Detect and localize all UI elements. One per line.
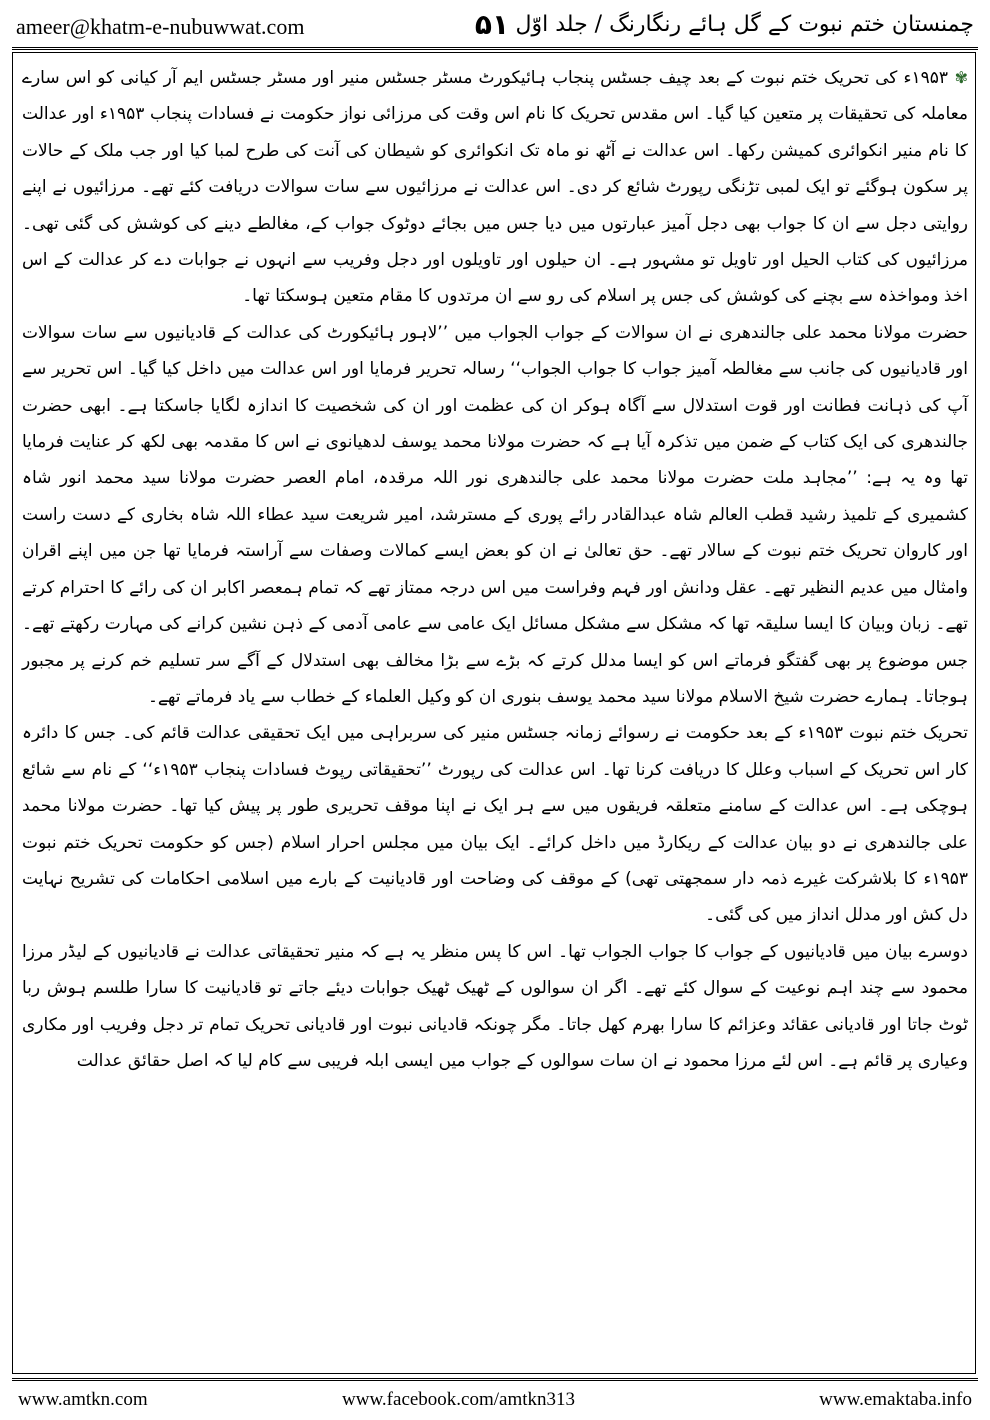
page-footer [12,1378,978,1413]
footer-link-emaktaba[interactable]: www.emaktaba.info [819,1389,972,1410]
header-email: ameer@khatm-e-nubuwwat.com [16,14,305,39]
page-header [12,8,978,44]
page-number: ۵۱ [474,8,510,41]
flower-bullet-icon: ✾ [954,68,968,87]
book-title: چمنستان ختم نبوت کے گل ہائے رنگارنگ / جلد اوّل [515,12,974,37]
paragraph-3: تحریک ختم نبوت ۱۹۵۳ء کے بعد حکومت نے رسوائے زمانہ جسٹس منیر کی سربراہی میں ایک تحقیقی عدالت قائم کی۔ جس کا دائرہ کار اس تحریک کے اسباب وعلل کا دریافت کرنا تھا۔ اس عدالت کی رپورٹ ’’تحقیقاتی رپوٹ فسادات پنجاب ۱۹۵۳ء‘‘ کے نام سے شائع ہوچکی ہے۔ اس عدالت کے سامنے متعلقہ فریقوں میں سے ہر ایک نے اپنا موقف تحریری طور پر پیش کیا تھا۔ حضرت مولانا محمد علی جالندھری نے دو بیان عدالت کے ریکارڈ میں داخل کرائے۔ ایک بیان میں مجلس احرار اسلام (جس کو حکومت تحریک ختم نبوت ۱۹۵۳ء کا بلاشرکت غیرے ذمہ دار سمجھتی تھی) کے موقف کی وضاحت اور قادیانیت کے بارے میں اسلامی احکامات کی تشریح نہایت دل کش اور مدلل انداز میں کی گئی۔ [22,723,968,926]
footer-link-amtkn[interactable]: www.amtkn.com [18,1389,148,1410]
footer-link-facebook[interactable]: www.facebook.com/amtkn313 [342,1389,576,1410]
header-rule [12,47,978,50]
paragraph-1: ✾۱۹۵۳ء کی تحریک ختم نبوت کے بعد چیف جسٹس پنجاب ہائیکورٹ مسٹر جسٹس منیر اور مسٹر جسٹس ایم آر کیانی کو اس سارے معاملہ کی تحقیقات پر متعین کیا گیا۔ اس مقدس تحریک کا نام اس وقت کی مرزائی نواز حکومت نے فسادات پنجاب ۱۹۵۳ء اور عدالت کا نام منیر انکوائری کمیشن رکھا۔ اس عدالت نے آٹھ نو ماہ تک انکوائری کو شیطان کی آنت کی طرح لمبا کیا اور جب ملک کے حالات پر سکون ہوگئے تو ایک لمبی تڑنگی رپورٹ شائع کر دی۔ اس عدالت نے مرزائیوں سے سات سوالات دریافت کئے تھے۔ مرزائیوں نے اپنے روایتی دجل سے ان کا جواب بھی دجل آمیز عبارتوں میں دیا جس میں بجائے دوٹوک جواب کے، مغالطے دینے کی کوشش کی گئی تھی۔ مرزائیوں کی کتاب الحیل اور تاویل تو مشہور ہے۔ ان حیلوں اور تاویلوں اور دجل وفریب سے انہوں نے جوابات دے کر عدالت کے اس اخذ ومواخذہ سے بچنے کی کوشش کی جس پر اسلام کی رو سے ان مرتدوں کا مقام متعین ہوسکتا تھا۔ [22,60,968,315]
page-body [22,60,968,1079]
paragraph-4: دوسرے بیان میں قادیانیوں کے جواب کا جواب الجواب تھا۔ اس کا پس منظر یہ ہے کہ منیر تحقیقاتی عدالت نے قادیانیوں کے لیڈر مرزا محمود سے چند اہم نوعیت کے سوال کئے تھے۔ اگر ان سوالوں کے ٹھیک ٹھیک جوابات دیئے جاتے تو قادیانیت کا سارا طلسم ہوش ربا ٹوٹ جاتا اور قادیانی عقائد وعزائم کا سارا بھرم کھل جاتا۔ مگر چونکہ قادیانی نبوت اور قادیانی تحریک تمام تر دجل وفریب اور مکاری وعیاری پر قائم ہے۔ اس لئے مرزا محمود نے ان سات سوالوں کے جواب میں ایسی ابلہ فریبی سے کام لیا کہ اصل حقائق عدالت [22,941,968,1071]
paragraph-2: حضرت مولانا محمد علی جالندھری نے ان سوالات کے جواب الجواب میں ’’لاہور ہائیکورٹ کی عدالت کے قادیانیوں سے سات سوالات اور قادیانیوں کی جانب سے مغالطہ آمیز جواب کا جواب الجواب‘‘ رسالہ تحریر فرمایا اور اس عدالت میں داخل کیا گیا۔ اس تحریر سے آپ کی ذہانت فطانت اور قوت استدلال سے آگاہ ہوکر ان کی عظمت اور ان کی شخصیت کا اندازہ لگایا جاسکتا ہے۔ ابھی حضرت جالندھری کی ایک کتاب کے ضمن میں تذکرہ آیا ہے کہ حضرت مولانا محمد یوسف لدھیانوی نے اس کا مقدمہ بھی لکھ کر عنایت فرمایا تھا وہ یہ ہے: ’’مجاہد ملت حضرت مولانا محمد علی جالندھری نور اللہ مرقدہ، امام العصر حضرت مولانا سید محمد انور شاہ کشمیری کے تلمیذ رشید قطب العالم شاہ عبدالقادر رائے پوری کے مسترشد، امیر شریعت سید عطاء اللہ شاہ بخاری کے دست راست اور کاروان تحریک ختم نبوت کے سالار تھے۔ حق تعالیٰ نے ان کو بعض ایسے کمالات وصفات سے آراستہ فرمایا تھا جن میں اپنے اقران وامثال میں عدیم النظیر تھے۔ عقل ودانش اور فہم وفراست میں اس درجہ ممتاز تھے کہ تمام ہمعصر اکابر ان کی رائے کا احترام کرتے تھے۔ زبان وبیان کا ایسا سلیقہ تھا کہ مشکل سے مشکل مسائل ایک عامی سے عامی آدمی کے ذہن نشین کرانے کی مہارت رکھتے تھے۔ جس موضوع پر بھی گفتگو فرماتے اس کو ایسا مدلل کرتے کہ بڑے سے بڑا مخالف بھی استدلال کے آگے سر تسلیم خم کرنے پر مجبور ہوجاتا۔ ہمارے حضرت شیخ الاسلام مولانا سید محمد یوسف بنوری ان کو وکیل العلماء کے خطاب سے یاد فرماتے تھے۔ [22,322,968,707]
